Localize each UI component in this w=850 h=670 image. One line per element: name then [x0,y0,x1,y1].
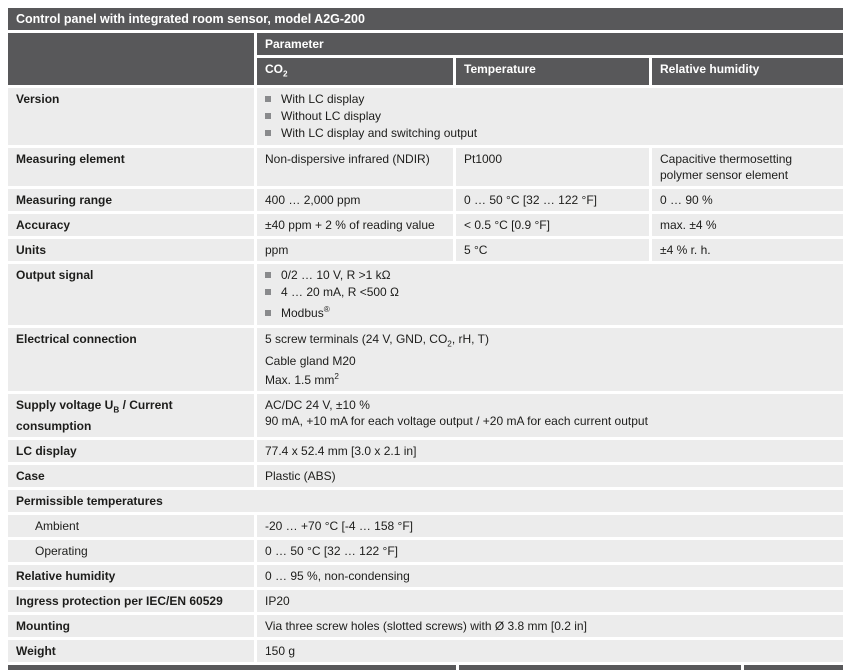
column-header-temperature: Temperature [456,58,649,85]
header-parameter: Parameter [257,33,843,55]
list-item [265,267,835,284]
row-label-output-signal: Output signal [8,264,254,325]
bullet-text: 0/2 … 10 V, R >1 kΩ [281,268,391,283]
units-humidity: ±4 % r. h. [652,239,843,261]
measuring-range-temperature: 0 … 50 °C [32 … 122 °F] [456,189,649,211]
value-line: 90 mA, +10 mA for each voltage output / +20 mA for each current output [265,413,648,428]
bullet-square-icon [265,272,271,278]
supply-voltage-value [257,394,843,437]
bullet-square-icon [265,96,271,102]
row-label-measuring-element: Measuring element [8,148,254,186]
section-permissible-temperatures: Permissible temperatures [8,490,843,512]
bullet-text: With LC display and switching output [281,126,478,141]
column-header-co2: $CO_2$ [257,58,453,85]
version-values [257,88,843,145]
row-label-relative-humidity: Relative humidity [8,565,254,587]
ingress-protection-value: IP20 [257,590,843,612]
row-label-accuracy: Accuracy [8,214,254,236]
row-label-lc-display: LC display [8,440,254,462]
measuring-element-co2: Non-dispersive infrared (NDIR) [257,148,453,186]
header-corner-cell [8,33,254,85]
measuring-range-humidity: 0 … 90 % [652,189,843,211]
list-item [265,108,835,125]
value-line: AC/DC 24 V, ±10 % [265,397,370,412]
bullet-square-icon [265,310,271,316]
list-item [265,91,835,108]
measuring-element-humidity: Capacitive thermosetting polymer sensor element [652,148,843,186]
accuracy-temperature: < 0.5 °C [0.9 °F] [456,214,649,236]
accuracy-humidity: max. ±4 % [652,214,843,236]
column-header-humidity: Relative humidity [652,58,843,85]
units-co2: ppm [257,239,453,261]
bullet-text: 4 … 20 mA, R <500 Ω [281,285,400,300]
electrical-connection-value [257,328,843,390]
bullet-text: Modbus® [281,305,330,321]
list-item [265,301,835,322]
operating-value: 0 … 50 °C [32 … 122 °F] [257,540,843,562]
value-line: Cable gland M20 [265,353,356,368]
units-temperature: 5 °C [456,239,649,261]
bullet-square-icon [265,289,271,295]
bullet-text: With LC display [281,92,365,107]
value-line: 5 screw terminals (24 V, GND, $CO_2$, rH, T) [265,332,489,349]
table-title: Control panel with integrated room sensor, model A2G-200 [8,8,843,30]
row-label-measuring-range: Measuring range [8,189,254,211]
measuring-element-temperature: Pt1000 [456,148,649,186]
row-label-ambient: Ambient [8,515,254,537]
accuracy-co2: ±40 ppm + 2 % of reading value [257,214,453,236]
table-bottom-rule [8,665,843,670]
bullet-square-icon [265,113,271,119]
weight-value: 150 g [257,640,843,662]
spec-table [8,8,843,670]
lc-display-value: 77.4 x 52.4 mm [3.0 x 2.1 in] [257,440,843,462]
row-label-version: Version [8,88,254,145]
row-label-weight: Weight [8,640,254,662]
row-label-ingress-protection: Ingress protection per IEC/EN 60529 [8,590,254,612]
output-signal-values [257,264,843,325]
bullet-text: Without LC display [281,109,382,124]
row-label-supply-voltage: Supply voltage $U_B$ / Current consumption [8,394,254,437]
measuring-range-co2: 400 … 2,000 ppm [257,189,453,211]
ambient-value: -20 … +70 °C [-4 … 158 °F] [257,515,843,537]
row-label-electrical-connection: Electrical connection [8,328,254,390]
row-label-operating: Operating [8,540,254,562]
list-item [265,125,835,142]
row-label-mounting: Mounting [8,615,254,637]
list-item [265,284,835,301]
case-value: Plastic (ABS) [257,465,843,487]
value-line: Max. 1.5 $mm^2$ [265,371,339,387]
relative-humidity-value: 0 … 95 %, non-condensing [257,565,843,587]
row-label-case: Case [8,465,254,487]
row-label-units: Units [8,239,254,261]
mounting-value: Via three screw holes (slotted screws) with Ø 3.8 mm [0.2 in] [257,615,843,637]
bullet-square-icon [265,130,271,136]
